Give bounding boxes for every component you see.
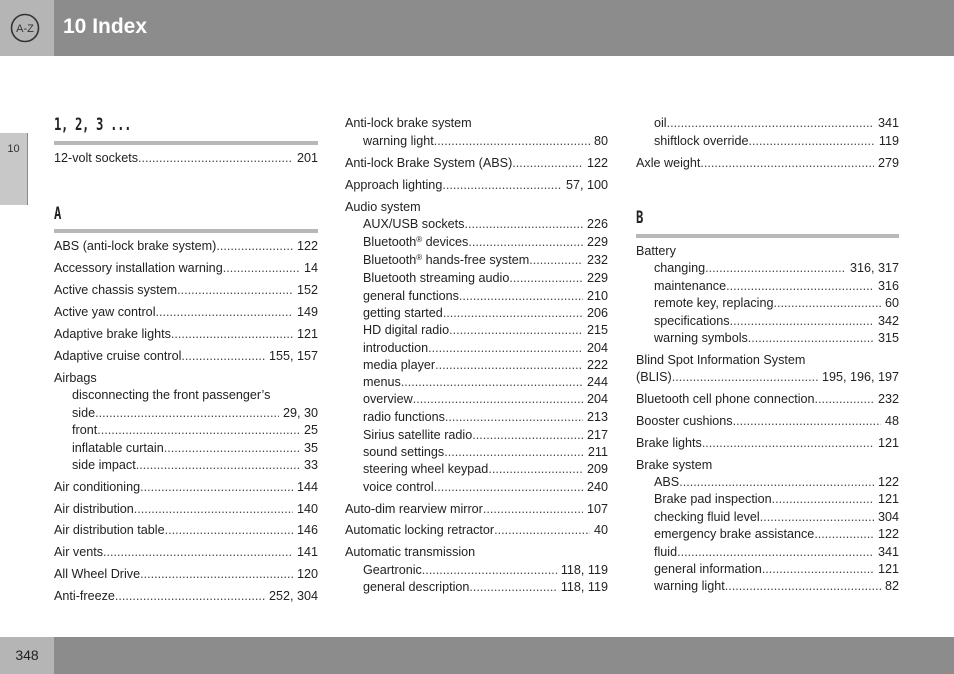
index-group-heading: Automatic transmission — [345, 545, 476, 559]
index-subentry: checking fluid level ..... 304 — [654, 510, 899, 525]
index-entry: Air distribution ..... 140 — [54, 502, 318, 517]
index-subentry: introduction ..... 204 — [363, 341, 608, 356]
footer-bar — [54, 637, 954, 674]
index-subentry: menus ..... 244 — [363, 375, 608, 390]
index-subentry: Bluetooth® hands-free system ..... 232 — [363, 253, 608, 268]
index-subentry: specifications ..... 342 — [654, 314, 899, 329]
index-subentry: fluid ..... 341 — [654, 545, 899, 560]
index-entry: Brake lights ..... 121 — [636, 436, 899, 451]
index-subentry: media player ..... 222 — [363, 358, 608, 373]
index-subentry: sound settings ..... 211 — [363, 445, 608, 460]
index-subentry: Bluetooth streaming audio ..... 229 — [363, 271, 608, 286]
section-heading-b: B — [636, 208, 644, 228]
index-entry: Approach lighting ..... 57, 100 — [345, 178, 608, 193]
svg-text:A-Z: A-Z — [16, 23, 34, 35]
index-entry: (BLIS) ..... 195, 196, 197 — [636, 370, 899, 385]
index-entry: 12-volt sockets ..... 201 — [54, 151, 318, 166]
index-subentry: voice control ..... 240 — [363, 480, 608, 495]
index-subentry: ABS ..... 122 — [654, 475, 899, 490]
index-entry: Air vents ..... 141 — [54, 545, 318, 560]
index-entry: Axle weight ..... 279 — [636, 156, 899, 171]
index-subentry: steering wheel keypad ..... 209 — [363, 462, 608, 477]
index-entry: Air distribution table ..... 146 — [54, 523, 318, 538]
index-subentry: general information ..... 121 — [654, 562, 899, 577]
index-group-heading: Airbags — [54, 371, 97, 385]
index-group-heading: Battery — [636, 244, 676, 258]
index-entry: Air conditioning ..... 144 — [54, 480, 318, 495]
page-number: 348 — [15, 647, 39, 663]
index-subentry: Bluetooth® devices ..... 229 — [363, 235, 608, 250]
index-entry: Active chassis system ..... 152 — [54, 283, 318, 298]
index-entry: Anti-freeze ..... 252, 304 — [54, 589, 318, 604]
index-subentry: overview ..... 204 — [363, 392, 608, 407]
chapter-tab-edge — [27, 133, 28, 205]
index-entry: Auto-dim rearview mirror ..... 107 — [345, 502, 608, 517]
index-entry: Automatic locking retractor ..... 40 — [345, 523, 608, 538]
index-subentry: shiftlock override ..... 119 — [654, 134, 899, 149]
index-subentry: remote key, replacing ..... 60 — [654, 296, 899, 311]
a-z-icon — [10, 13, 40, 43]
section-heading-a: A — [54, 204, 62, 224]
index-entry: ABS (anti-lock brake system) ..... 122 — [54, 239, 318, 254]
index-entry: All Wheel Drive ..... 120 — [54, 567, 318, 582]
index-group-heading: Brake system — [636, 458, 713, 472]
index-subentry: general description ..... 118, 119 — [363, 580, 608, 595]
index-entry: Adaptive cruise control ..... 155, 157 — [54, 349, 318, 364]
section-rule — [636, 234, 899, 238]
index-group-heading: Audio system — [345, 200, 421, 214]
section-heading-123: 1, 2, 3 ... — [54, 115, 132, 135]
index-subentry: Geartronic ..... 118, 119 — [363, 563, 608, 578]
index-entry: Bluetooth cell phone connection ..... 232 — [636, 392, 899, 407]
index-subentry: side impact ..... 33 — [72, 458, 318, 473]
index-subentry: warning light ..... 82 — [654, 579, 899, 594]
index-entry: Anti-lock Brake System (ABS) ..... 122 — [345, 156, 608, 171]
index-subentry: side ..... 29, 30 — [72, 406, 318, 421]
index-entry: Adaptive brake lights ..... 121 — [54, 327, 318, 342]
index-group-heading: Anti-lock brake system — [345, 116, 472, 130]
index-group-heading: Blind Spot Information System — [636, 353, 806, 367]
index-subentry: warning light ..... 80 — [363, 134, 608, 149]
index-entry: Accessory installation warning ..... 14 — [54, 261, 318, 276]
index-subentry: front ..... 25 — [72, 423, 318, 438]
section-rule — [54, 141, 318, 145]
index-subentry: maintenance ..... 316 — [654, 279, 899, 294]
index-subentry: disconnecting the front passenger’s — [72, 388, 271, 402]
index-subentry: radio functions ..... 213 — [363, 410, 608, 425]
index-entry: Booster cushions ..... 48 — [636, 414, 899, 429]
index-subentry: changing ..... 316, 317 — [654, 261, 899, 276]
index-subentry: Brake pad inspection ..... 121 — [654, 492, 899, 507]
index-subentry: inflatable curtain ..... 35 — [72, 441, 318, 456]
index-entry: Active yaw control ..... 149 — [54, 305, 318, 320]
index-subentry: HD digital radio ..... 215 — [363, 323, 608, 338]
page-title: 10 Index — [63, 15, 148, 38]
index-subentry: warning symbols ..... 315 — [654, 331, 899, 346]
index-subentry: AUX/USB sockets ..... 226 — [363, 217, 608, 232]
index-subentry: general functions ..... 210 — [363, 289, 608, 304]
section-rule — [54, 229, 318, 233]
header-icon-box — [0, 0, 54, 56]
chapter-tab-label: 10 — [7, 143, 20, 155]
index-subentry: Sirius satellite radio ..... 217 — [363, 428, 608, 443]
index-subentry: emergency brake assistance ..... 122 — [654, 527, 899, 542]
index-subentry: getting started ..... 206 — [363, 306, 608, 321]
index-subentry: oil ..... 341 — [654, 116, 899, 131]
